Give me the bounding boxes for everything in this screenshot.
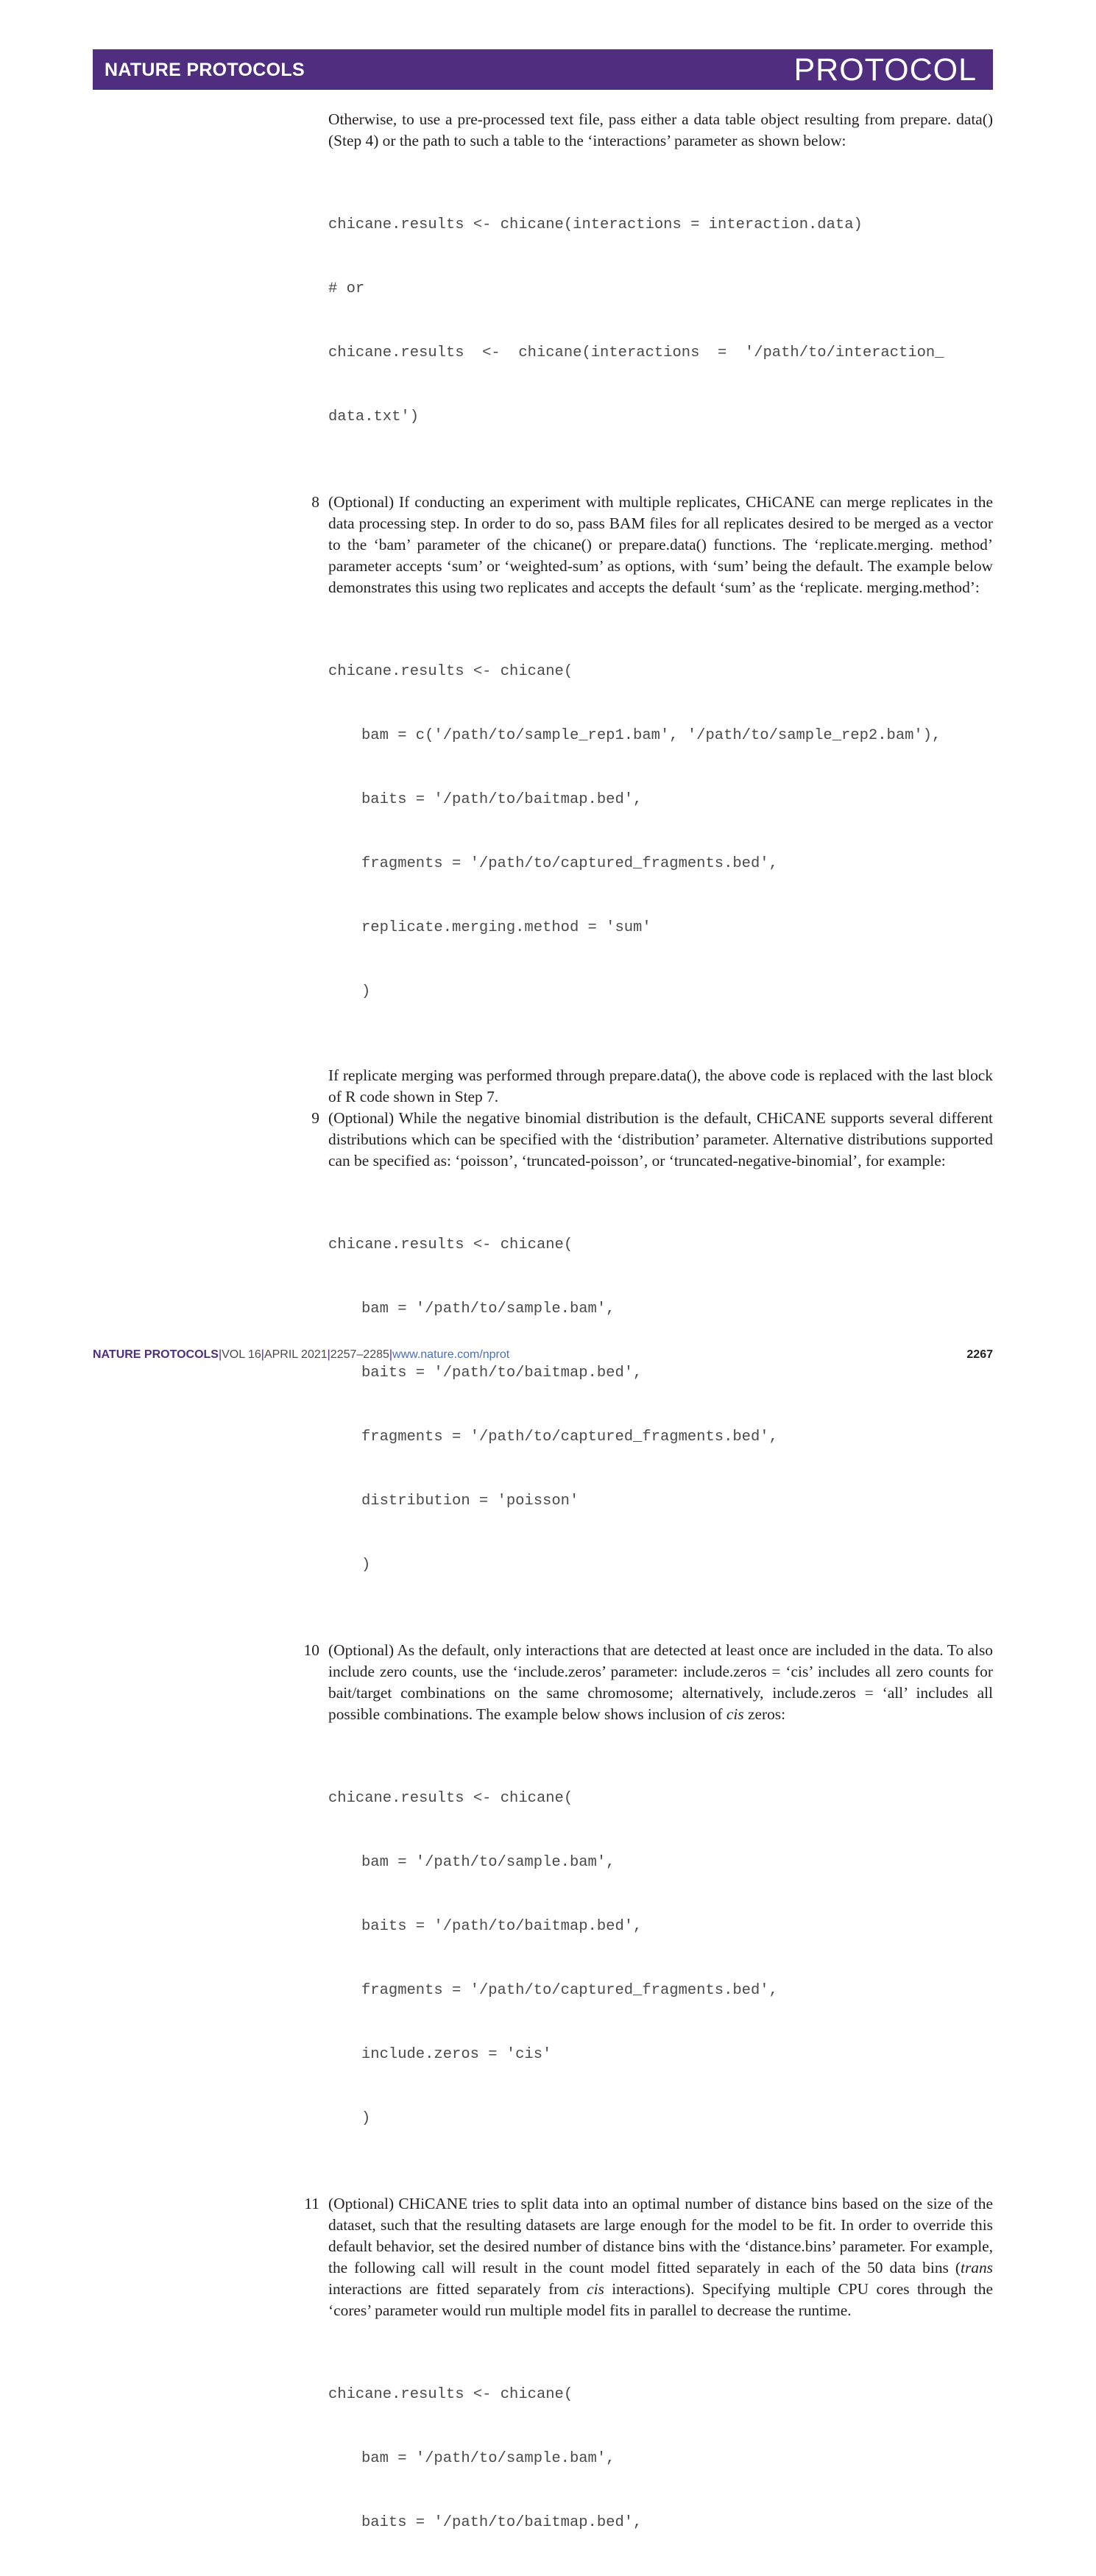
journal-name: NATURE PROTOCOLS [105,60,305,80]
code-line: bam = '/path/to/sample.bam', [361,2450,615,2467]
code-block-distribution [328,1192,993,1618]
code-line: chicane.results <- chicane( [328,2386,573,2403]
code-line: replicate.merging.method = 'sum' [361,919,651,936]
code-block-replicate-merging [328,618,993,1045]
code-line: chicane.results <- chicane( [328,1790,573,1807]
text-segment: (Optional) CHiCANE tries to split data into an optimal number of distance bins based on the size of the dataset, such that the resulting datasets are large enough for the model to be fit. In order to override this default behavior, set the desired number of distance bins with the ‘distance.bins’ parameter. For example, the following call will result in the count model fitted separately in each of the 50 data bins ( [328,2195,993,2276]
text-segment: interactions are fitted separately from [328,2280,587,2298]
code-line: chicane.results <- chicane( [328,1236,573,1253]
footer-date: APRIL 2021 [264,1348,328,1361]
code-line: bam = '/path/to/sample.bam', [361,1854,615,1871]
italic-term: cis [726,1705,744,1723]
italic-term: cis [587,2280,604,2298]
code-line: distribution = 'poisson' [361,1493,579,1510]
code-line: fragments = '/path/to/captured_fragments.bed', [361,1982,778,1999]
step-text: (Optional) While the negative binomial distribution is the default, CHiCANE supports several different distributions which can be specified with the ‘distribution’ parameter. Alternative distributions supported can be specified as: ‘poisson’, ‘truncated-poisson’, or ‘truncated-negative-binomial’, for example: [328,1109,993,1170]
code-line: baits = '/path/to/baitmap.bed', [361,791,643,808]
footer-pages: 2257–2285 [330,1348,389,1361]
code-line: baits = '/path/to/baitmap.bed', [361,2514,643,2531]
step-10 [303,1640,993,1725]
code-line: ) [361,983,371,1000]
code-line: fragments = '/path/to/captured_fragments.bed', [361,1429,778,1446]
italic-term: trans [961,2259,993,2276]
step-8-note: If replicate merging was performed through prepare.data(), the above code is replaced with the last block of R code shown in Step 7. [328,1066,993,1105]
code-line: include.zeros = 'cis' [361,2046,552,2063]
code-line: # or [328,280,365,297]
code-line: fragments = '/path/to/captured_fragments.bed', [361,855,778,872]
page-footer: NATURE PROTOCOLS|VOL 16|APRIL 2021|2257–2285|www.nature.com/nprot 2267 [93,1348,993,1361]
step-9 [311,1108,993,1172]
step-text [328,1640,993,1725]
step-text [328,2193,993,2321]
code-line: bam = c('/path/to/sample_rep1.bam', '/path/to/sample_rep2.bam'), [361,727,941,744]
step-number: 11 [304,2195,319,2212]
text-segment: (Optional) As the default, only interactions that are detected at least once are included in the data. To also include zero counts, use the ‘include.zeros’ parameter: include.zeros = ‘cis’ includes all zero counts for bait/target combinations on the same chromosome; alternatively, include.zeros = ‘all’ includes all possible combinations. The example below shows inclusion of [328,1641,993,1723]
step-number: 10 [303,1641,319,1659]
step-8 [311,492,993,598]
code-line: baits = '/path/to/baitmap.bed', [361,1365,643,1381]
code-line: chicane.results <- chicane(interactions = '/path/to/interaction_ [328,344,944,361]
step-number: 9 [311,1109,319,1127]
code-block-interactions [328,171,993,470]
code-line: chicane.results <- chicane(interactions = interaction.data) [328,216,863,233]
page-number: 2267 [966,1348,993,1361]
text-segment: interactions). Specifying multiple CPU cores through the ‘cores’ parameter would run multiple model fits in parallel to decrease the runtime. [328,2280,993,2319]
footer-volume: VOL 16 [222,1348,261,1361]
text-segment: zeros: [743,1705,786,1723]
code-line: bam = '/path/to/sample.bam', [361,1301,615,1317]
step-11 [304,2193,993,2321]
code-line: baits = '/path/to/baitmap.bed', [361,1918,643,1935]
code-line: ) [361,1557,371,1574]
code-block-include-zeros [328,1745,993,2172]
code-line: data.txt') [328,408,420,425]
footer-url-link[interactable]: www.nature.com/nprot [392,1348,510,1361]
code-block-distance-bins [328,2341,993,2576]
footer-journal: NATURE PROTOCOLS [93,1348,219,1361]
article-type-label: PROTOCOL [793,52,977,88]
step-text: (Optional) If conducting an experiment with multiple replicates, CHiCANE can merge replicates in the data processing step. In order to do so, pass BAM files for all replicates desired to be merged as a vector to the ‘bam’ parameter of the chicane() or prepare.data() functions. The ‘replicate.merging. method’ parameter accepts ‘sum’ or ‘weighted-sum’ as options, with ‘sum’ being the default. The example below demonstrates this using two replicates and accepts the default ‘sum’ as the ‘replicate. merging.method’: [328,493,993,596]
code-line: chicane.results <- chicane( [328,663,573,680]
intro-paragraph: Otherwise, to use a pre-processed text file, pass either a data table object resulting from prepare. data() (Step 4) or the path to such a table to the ‘interactions’ parameter as shown below: [328,110,993,149]
journal-header-bar [93,49,993,90]
step-number: 8 [311,493,319,511]
code-line: ) [361,2110,371,2127]
main-content [303,109,993,2576]
